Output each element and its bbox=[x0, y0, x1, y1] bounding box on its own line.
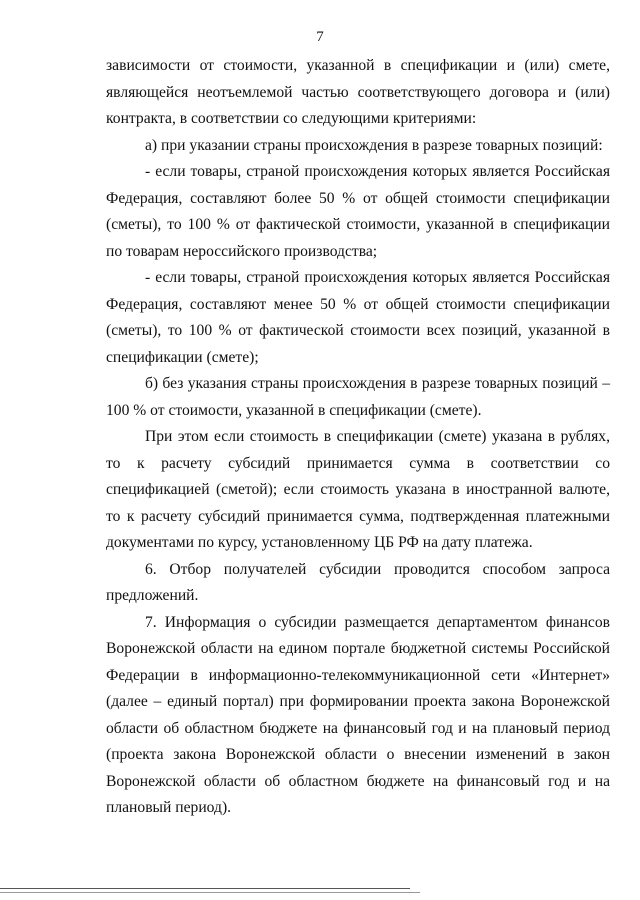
paragraph-section-6: 6. Отбор получателей субсидии проводится способом запроса предложений. bbox=[106, 560, 610, 604]
paragraph-section-7: 7. Информация о субсидии размещается департаментом финансов Воронежской области на едином портале бюджетной системы Российской Федерации в информационно-телекоммуникационной сети «Интернет» (далее – единый портал) при формировании проекта закона Воронежской области об областном бюджете на финансовый год и на плановый период (проекта закона Воронежской области о внесении изменений в закон Воронежской области об областном бюджете на финансовый год и на плановый период). bbox=[106, 613, 610, 816]
paragraph-dash-more-50: - если товары, страной происхождения которых является Российская Федерация, составляют более 50 % от общей стоимости спецификации (сметы), то 100 % от фактической стоимости, указанной в спецификации по товарам нероссийского производства; bbox=[106, 163, 610, 260]
paragraph-item-a: а) при указании страны происхождения в разрезе товарных позиций: bbox=[145, 136, 603, 154]
footer-divider-secondary bbox=[0, 892, 420, 893]
page-number: 7 bbox=[316, 29, 324, 45]
paragraph-criteria-intro: зависимости от стоимости, указанной в спецификации и (или) смете, являющейся неотъемлемой частью соответствующего договора и (или) контракта, в соответствии со следующими критериями: bbox=[106, 57, 610, 127]
paragraph-dash-less-50: - если товары, страной происхождения которых является Российская Федерация, составляют менее 50 % от общей стоимости спецификации (сметы), то 100 % от фактической стоимости всех позиций, указанной в спецификации (смете); bbox=[106, 269, 610, 366]
paragraph-item-b: б) без указания страны происхождения в разрезе товарных позиций – 100 % от стоимости, указанной в спецификации (смете). bbox=[106, 375, 610, 419]
footer-divider bbox=[0, 888, 410, 889]
paragraph-currency: При этом если стоимость в спецификации (смете) указана в рублях, то к расчету субсидий принимается сумма в соответствии со спецификацией (сметой); если стоимость указана в иностранной валюте, то к расчету субсидий принимается сумма, подтвержденная платежными документами по курсу, установленному ЦБ РФ на дату платежа. bbox=[106, 428, 610, 551]
document-body bbox=[106, 53, 610, 822]
